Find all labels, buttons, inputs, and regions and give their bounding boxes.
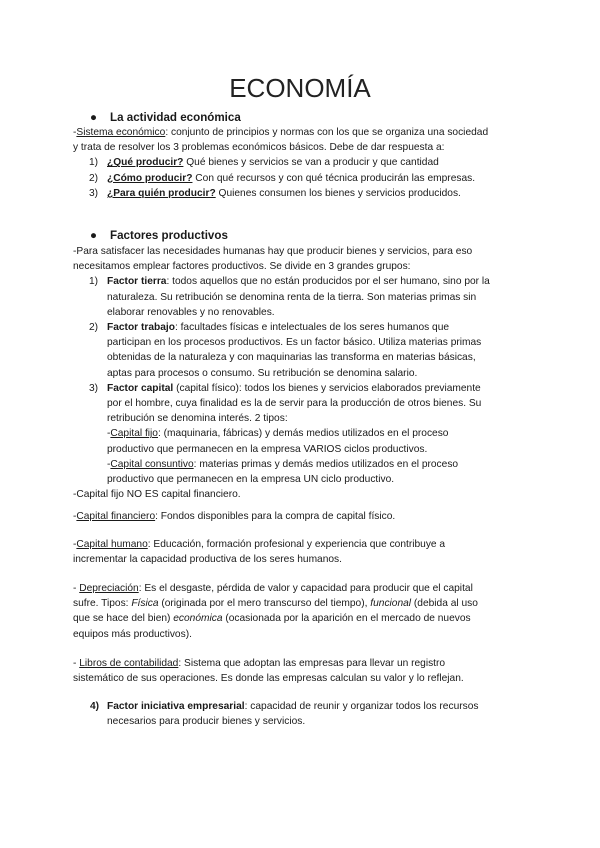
term-capital-consuntivo: Capital consuntivo: [110, 458, 194, 470]
paragraph-line: -Para satisfacer las necesidades humanas hay que producir bienes y servicios, para eso: [73, 246, 473, 257]
term-capital-fijo: Capital fijo: [110, 428, 158, 440]
paragraph-line: necesitamos emplear factores productivos. Se divide en 3 grandes grupos:: [73, 261, 411, 273]
heading-text: La actividad económica: [110, 111, 241, 124]
heading-text: Factores productivos: [110, 229, 228, 242]
list-item-factor-iniciativa: 4) Factor iniciativa empresarial: capacidad de reunir y organizar todos los recursos necesarios para producir bienes y servicios.: [90, 701, 479, 728]
term-capital-humano: Capital humano: [76, 539, 148, 550]
list-item-factor-trabajo: 2) Factor trabajo: facultades físicas e intelectuales de los seres humanos que participan en los procesos productivos. Es un factor básico. Utiliza materias primas obtenidas de la naturaleza y con maquinarias las transforma en materias básicas, aptas para procesos o consumo. Su retribución se denomina salario.: [89, 322, 482, 379]
document-title: ECONOMÍA: [229, 73, 371, 103]
term-libros-contabilidad: Libros de contabilidad: [79, 658, 179, 669]
capital-consuntivo-line: -Capital consuntivo: materias primas y demás medios utilizados en el proceso: [107, 458, 459, 470]
section-body-actividad: [73, 125, 535, 201]
list-item-factor-capital: 3) Factor capital (capital físico): todos los bienes y servicios elaborados previamente por el hombre, cuya finalidad es la de servir para la producción de otros bienes. Su retribución se denomina interés. 2 tipos: -Capital fijo: (maquinaria, fábricas) y demás medios utilizados en el proceso productivo que permanecen en la empresa VARIOS ciclos productivos. -Capital consuntivo: materias primas y demás medios utilizados en el proceso productivo que permanecen en la empresa UN ciclo productivo.: [73, 381, 535, 487]
list-item-para-quien-producir: 3) ¿Para quién producir? Quienes consumen los bienes y servicios producidos.: [89, 187, 461, 199]
list-item-como-producir: 2) ¿Cómo producir? Con qué recursos y con qué técnica producirán las empresas.: [89, 172, 476, 184]
term-sistema-economico: Sistema económico: [76, 127, 166, 138]
capital-fijo-line: -Capital fijo: (maquinaria, fábricas) y demás medios utilizados en el proceso: [107, 428, 449, 440]
list-item-factor-tierra: 1) Factor tierra: todos aquellos que no están producidos por el ser humano, sino por la naturaleza. Su retribución se denomina renta de la tierra. Son materias primas sin elaborar renovables y no renovables.: [89, 276, 490, 318]
paragraph-libros-contabilidad: - Libros de contabilidad: Sistema que adoptan las empresas para llevar un registro sistemático de sus operaciones. Es donde las empresas calculan su valor y lo reflejan.: [73, 658, 464, 685]
section-heading-factores: [90, 228, 228, 243]
section-body-factores: [73, 244, 535, 502]
term-depreciacion: Depreciación: [79, 583, 139, 594]
bullet-icon: ●: [90, 111, 98, 124]
section-heading-actividad: [90, 110, 241, 125]
paragraph-line: -Sistema económico: conjunto de principios y normas con los que se organiza una sociedad: [73, 127, 489, 138]
paragraph-depreciacion: - Depreciación: Es el desgaste, pérdida de valor y capacidad para producir que el capital sufre. Tipos: Física (originada por el mero transcurso del tiempo), funcional (debida al uso que se hace del bien) económica (ocasionada por la aparición en el mercado de nuevos equipos más productivos).: [73, 583, 478, 640]
paragraph-line: y trata de resolver los 3 problemas económicos básicos. Debe de dar respuesta a:: [73, 142, 445, 154]
term-capital-financiero: Capital financiero: [76, 511, 156, 522]
paragraph-capital-financiero: -Capital financiero: Fondos disponibles para la compra de capital físico.: [73, 511, 396, 522]
list-item-que-producir: 1) ¿Qué producir? Qué bienes y servicios se van a producir y que cantidad: [89, 157, 439, 169]
paragraph-capital-humano: -Capital humano: Educación, formación profesional y experiencia que contribuye a incrementar la capacidad productiva de los seres humanos.: [73, 539, 446, 566]
note-line: -Capital fijo NO ES capital financiero.: [73, 489, 241, 501]
bullet-icon: ●: [90, 229, 98, 242]
